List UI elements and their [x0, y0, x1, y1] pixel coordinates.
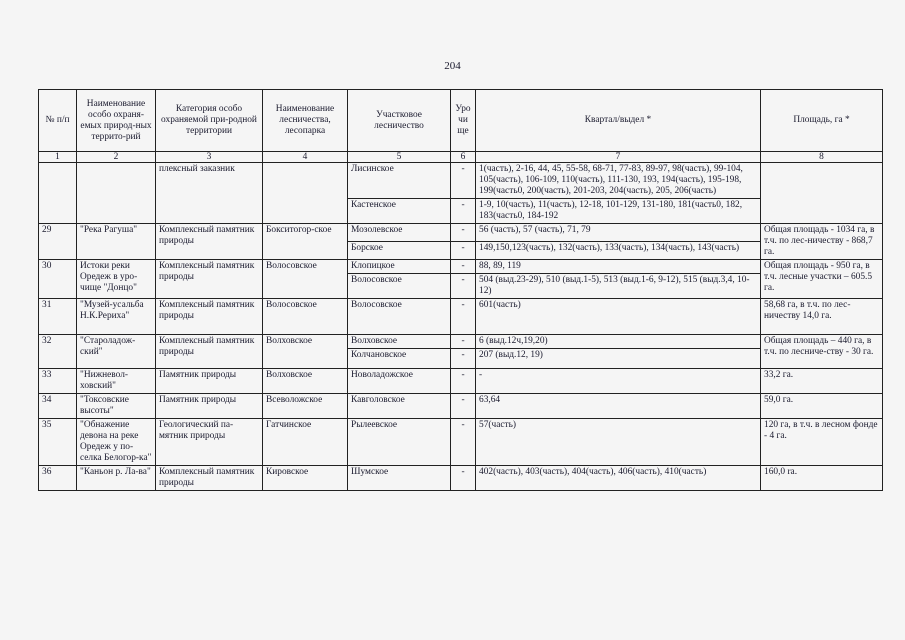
row-number: 35 — [39, 419, 77, 466]
area-category: Комплексный памятник природы — [156, 260, 263, 299]
area-category: плексный заказник — [156, 163, 263, 224]
area-name: "Нижневол-ховский" — [77, 369, 156, 394]
area-value: Общая площадь - 1034 га, в т.ч. по лес-ничеству - 868,7 га. — [761, 224, 883, 260]
district-name: Колчановское — [348, 349, 451, 369]
tract-value: - — [451, 466, 476, 491]
area-value: Общая площадь – 440 га, в т.ч. по лесниче-ству - 30 га. — [761, 335, 883, 369]
district-name: Мозолевское — [348, 224, 451, 242]
area-name: "Токсовские высоты" — [77, 394, 156, 419]
header-cell: Участковое лесничество — [348, 90, 451, 152]
column-number-row — [39, 152, 883, 163]
tract-value: - — [451, 369, 476, 394]
area-value: 33,2 га. — [761, 369, 883, 394]
row-number: 33 — [39, 369, 77, 394]
header-cell: Площадь, га * — [761, 90, 883, 152]
row-number — [39, 163, 77, 224]
column-number: 4 — [263, 152, 348, 163]
tract-value: - — [451, 335, 476, 349]
column-number: 8 — [761, 152, 883, 163]
table-row — [39, 224, 883, 242]
area-name: Истоки реки Оредеж в уро-чище "Донцо" — [77, 260, 156, 299]
row-number: 32 — [39, 335, 77, 369]
area-value: 120 га, в т.ч. в лесном фонде - 4 га. — [761, 419, 883, 466]
tract-value: - — [451, 242, 476, 260]
tract-value: - — [451, 199, 476, 224]
forestry-name: Всеволожское — [263, 394, 348, 419]
area-category: Комплексный памятник природы — [156, 224, 263, 260]
forestry-name: Бокситогор-ское — [263, 224, 348, 260]
forestry-name: Кировское — [263, 466, 348, 491]
table-row — [39, 260, 883, 274]
tract-value: - — [451, 394, 476, 419]
area-name: "Каньон р. Ла-ва" — [77, 466, 156, 491]
area-value: Общая площадь - 950 га, в т.ч. лесные участки – 605.5 га. — [761, 260, 883, 299]
column-number: 6 — [451, 152, 476, 163]
quarters-value: 57(часть) — [476, 419, 761, 466]
area-name: "Староладож-ский" — [77, 335, 156, 369]
area-name — [77, 163, 156, 224]
column-number: 2 — [77, 152, 156, 163]
header-row — [39, 90, 883, 152]
table-row — [39, 394, 883, 419]
area-category: Комплексный памятник природы — [156, 335, 263, 369]
area-value: 58,68 га, в т.ч. по лес-ничеству 14,0 га. — [761, 299, 883, 335]
quarters-value: 88, 89, 119 — [476, 260, 761, 274]
row-number: 36 — [39, 466, 77, 491]
quarters-value: 601(часть) — [476, 299, 761, 335]
area-value: 160,0 ra. — [761, 466, 883, 491]
district-name: Кастенское — [348, 199, 451, 224]
district-name: Новоладожское — [348, 369, 451, 394]
page-number: 204 — [444, 60, 461, 72]
row-number: 30 — [39, 260, 77, 299]
forestry-name — [263, 163, 348, 224]
forestry-name: Гатчинское — [263, 419, 348, 466]
tract-value: - — [451, 224, 476, 242]
district-name: Рылеевское — [348, 419, 451, 466]
area-name: "Обнажение девона на реке Оредеж у по-селка Белогор-ка" — [77, 419, 156, 466]
protected-areas-table — [38, 89, 883, 491]
quarters-value: 402(часть), 403(часть), 404(часть), 406(часть), 410(часть) — [476, 466, 761, 491]
quarters-value: 6 (выд.12ч,19,20) — [476, 335, 761, 349]
quarters-value: 1-9, 10(часть), 11(часть), 12-18, 101-129, 131-180, 181(часть0, 182, 183(часть0, 184-192 — [476, 199, 761, 224]
area-category: Памятник природы — [156, 369, 263, 394]
forestry-name: Волосовское — [263, 299, 348, 335]
table-row — [39, 369, 883, 394]
district-name: Борское — [348, 242, 451, 260]
district-name: Шумское — [348, 466, 451, 491]
quarters-value: 56 (часть), 57 (часть), 71, 79 — [476, 224, 761, 242]
quarters-value: 149,150,123(часть), 132(часть), 133(часть), 134(часть), 143(часть) — [476, 242, 761, 260]
quarters-value: 207 (выд.12, 19) — [476, 349, 761, 369]
area-category: Комплексный памятник природы — [156, 466, 263, 491]
tract-value: - — [451, 299, 476, 335]
table-row — [39, 163, 883, 199]
tract-value: - — [451, 163, 476, 199]
area-category: Геологический па-мятник природы — [156, 419, 263, 466]
tract-value: - — [451, 274, 476, 299]
quarters-value: 504 (выд.23-29), 510 (выд.1-5), 513 (выд.1-6, 9-12), 515 (выд.3,4, 10-12) — [476, 274, 761, 299]
quarters-value: 1(часть), 2-16, 44, 45, 55-58, 68-71, 77-83, 89-97, 98(часть), 99-104, 105(часть), 106-109, 110(часть), 111-130, 193, 194(часть), 195-198, 199(часть0, 200(часть), 201-203, 204(часть), 205, 206(часть) — [476, 163, 761, 199]
forestry-name: Волховское — [263, 369, 348, 394]
column-number: 5 — [348, 152, 451, 163]
header-cell: Уро чи ще — [451, 90, 476, 152]
area-value — [761, 163, 883, 224]
area-name: "Музей-усальба Н.К.Рериха" — [77, 299, 156, 335]
area-category: Памятник природы — [156, 394, 263, 419]
area-name: "Река Рагуша" — [77, 224, 156, 260]
header-cell: Категория особо охраняемой при-родной территории — [156, 90, 263, 152]
row-number: 34 — [39, 394, 77, 419]
tract-value: - — [451, 349, 476, 369]
header-cell: Квартал/выдел * — [476, 90, 761, 152]
quarters-value: - — [476, 369, 761, 394]
table-row — [39, 335, 883, 349]
forestry-name: Волховское — [263, 335, 348, 369]
header-cell: № п/п — [39, 90, 77, 152]
tract-value: - — [451, 419, 476, 466]
forestry-name: Волосовское — [263, 260, 348, 299]
column-number: 1 — [39, 152, 77, 163]
row-number: 29 — [39, 224, 77, 260]
table-row — [39, 419, 883, 466]
table-row — [39, 466, 883, 491]
table-row — [39, 299, 883, 335]
district-name: Клопицкое — [348, 260, 451, 274]
area-value: 59,0 га. — [761, 394, 883, 419]
district-name: Кавголовское — [348, 394, 451, 419]
header-cell: Наименование лесничества, лесопарка — [263, 90, 348, 152]
header-cell: Наименование особо охраня-емых природ-ных террито-рий — [77, 90, 156, 152]
district-name: Волосовское — [348, 274, 451, 299]
tract-value: - — [451, 260, 476, 274]
district-name: Лисинское — [348, 163, 451, 199]
district-name: Волосовское — [348, 299, 451, 335]
column-number: 7 — [476, 152, 761, 163]
row-number: 31 — [39, 299, 77, 335]
quarters-value: 63,64 — [476, 394, 761, 419]
district-name: Волховское — [348, 335, 451, 349]
area-category: Комплексный памятник природы — [156, 299, 263, 335]
column-number: 3 — [156, 152, 263, 163]
